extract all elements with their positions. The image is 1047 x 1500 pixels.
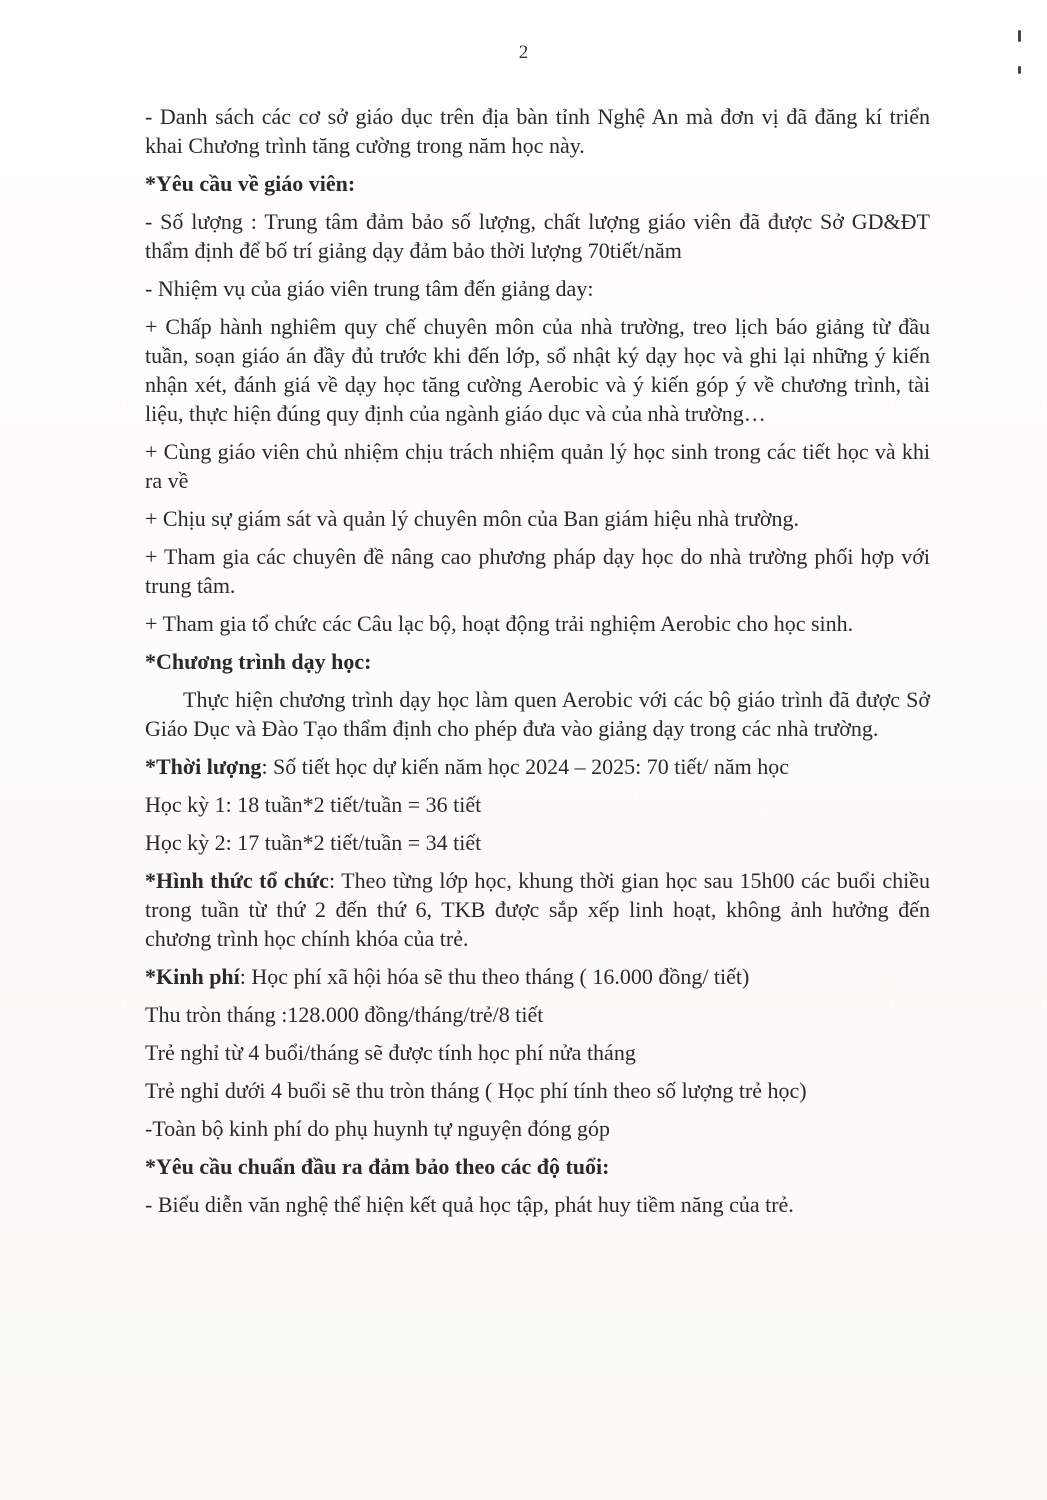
paragraph: Trẻ nghỉ dưới 4 buổi sẽ thu tròn tháng ( Học phí tính theo số lượng trẻ học): [145, 1078, 807, 1103]
paragraph: + Chấp hành nghiêm quy chế chuyên môn của nhà trường, treo lịch báo giảng từ đầu tuần, soạn giáo án đầy đủ trước khi đến lớp, sổ nhật ký dạy học và ghi lại những ý kiến nhận xét, đánh giá về dạy học tăng cường Aerobic và ý kiến góp ý về chương trình, tài liệu, thực hiện đúng quy định của ngành giáo dục và của nhà trường…: [145, 314, 930, 426]
section-heading-output: *Yêu cầu chuẩn đầu ra đảm bảo theo các độ tuổi:: [145, 1154, 610, 1179]
paragraph: Học kỳ 1: 18 tuần*2 tiết/tuần = 36 tiết: [145, 792, 482, 817]
paragraph: Trẻ nghỉ từ 4 buổi/tháng sẽ được tính học phí nửa tháng: [145, 1040, 636, 1065]
paragraph: Học kỳ 2: 17 tuần*2 tiết/tuần = 34 tiết: [145, 830, 482, 855]
paragraph-duration: [145, 752, 930, 781]
scan-edge-mark: [1018, 66, 1021, 74]
paragraph: - Biểu diễn văn nghệ thể hiện kết quả học tập, phát huy tiềm năng của trẻ.: [145, 1192, 794, 1217]
paragraph: + Cùng giáo viên chủ nhiệm chịu trách nhiệm quản lý học sinh trong các tiết học và khi ra về: [145, 439, 930, 493]
format-label: *Hình thức tổ chức: [145, 868, 329, 893]
paragraph-format: [145, 866, 930, 953]
paragraph: + Tham gia tổ chức các Câu lạc bộ, hoạt động trải nghiệm Aerobic cho học sinh.: [145, 611, 854, 636]
duration-label: *Thời lượng: [145, 754, 262, 779]
page-number: 2: [518, 42, 529, 63]
paragraph: - Danh sách các cơ sở giáo dục trên địa bàn tỉnh Nghệ An mà đơn vị đã đăng kí triển khai Chương trình tăng cường trong năm học này.: [145, 104, 930, 158]
section-heading-program: *Chương trình dạy học:: [145, 649, 372, 674]
paragraph: Thu tròn tháng :128.000 đồng/tháng/trẻ/8 tiết: [145, 1002, 544, 1027]
paragraph: + Tham gia các chuyên đề nâng cao phương pháp dạy học do nhà trường phối hợp với trung tâm.: [145, 544, 930, 598]
format-text: : Theo từng lớp học, khung thời gian học sau 15h00 các buổi chiều trong tuần từ thứ 2 đến thứ 6, TKB được sắp xếp linh hoạt, không ảnh hưởng đến chương trình học chính khóa của trẻ.: [145, 868, 930, 951]
scan-edge-mark: [1018, 30, 1021, 42]
paragraph: + Chịu sự giám sát và quản lý chuyên môn của Ban giám hiệu nhà trường.: [145, 506, 799, 531]
paragraph: - Nhiệm vụ của giáo viên trung tâm đến giảng day:: [145, 276, 594, 301]
duration-text: : Số tiết học dự kiến năm học 2024 – 2025: 70 tiết/ năm học: [261, 754, 790, 779]
paragraph: -Toàn bộ kinh phí do phụ huynh tự nguyện đóng góp: [145, 1116, 611, 1141]
paragraph: - Số lượng : Trung tâm đảm bảo số lượng, chất lượng giáo viên đã được Sở GD&ĐT thẩm định để bố trí giảng dạy đảm bảo thời lượng 70tiết/năm: [145, 209, 930, 263]
fee-text: : Học phí xã hội hóa sẽ thu theo tháng ( 16.000 đồng/ tiết): [239, 964, 750, 989]
section-heading-teacher: *Yêu cầu về giáo viên:: [145, 171, 356, 196]
paragraph-fee: [145, 962, 930, 991]
document-body: [145, 102, 930, 1228]
fee-label: *Kinh phí: [145, 964, 240, 989]
paragraph: Thực hiện chương trình dạy học làm quen Aerobic với các bộ giáo trình đã được Sở Giáo Dục và Đào Tạo thẩm định cho phép đưa vào giảng dạy trong các nhà trường.: [145, 687, 930, 741]
